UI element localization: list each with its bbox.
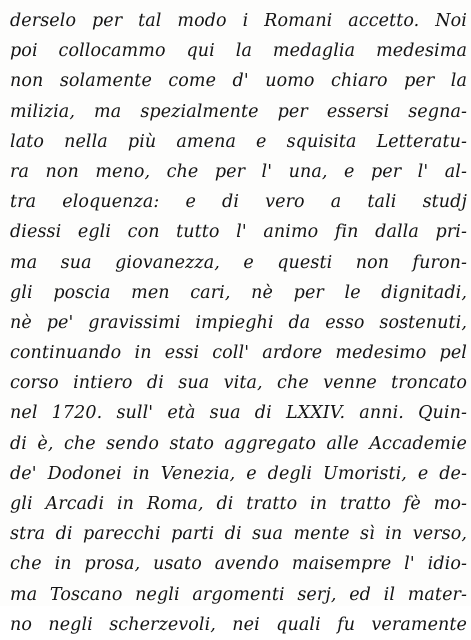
text-line-18: stra di parecchi parti di sua mente sì in verso, [10,524,467,545]
text-line-14: nel 1720. sull' età sua di LXXIV. anni. Quin- [10,403,467,424]
text-line-16: de' Dodonei in Venezia, e degli Umoristi, e de- [10,463,467,484]
text-line-9: ma sua giovanezza, e questi non furon- [10,252,467,273]
text-line-10: gli poscia men cari, nè per le dignitadi, [10,282,467,303]
text-line-12: continuando in essi coll' ardore medesimo pel [10,343,467,364]
text-line-17: gli Arcadi in Roma, di tratto in tratto fè mo- [10,494,467,514]
text-line-7: tra eloquenza: e di vero a tali studj [10,192,467,213]
text-line-8: diessi egli con tutto l' animo fin dalla pri- [10,222,467,243]
text-line-15: di è, che sendo stato aggregato alle Accademie [10,433,467,454]
text-line-11: nè pe' gravissimi impieghi da esso sostenuti, [10,312,467,333]
text-line-3: non solamente come d' uomo chiaro per la [10,71,467,92]
text-line-1: derselo per tal modo i Romani accetto. Noi [10,11,467,31]
text-line-5: lato nella più amena e squisita Letteratu- [10,131,467,152]
text-line-21: no negli scherzevoli, nei quali fu veramente [10,614,467,635]
text-line-2: poi collocammo qui la medaglia medesima [10,41,467,62]
text-line-4: milizia, ma spezialmente per essersi segna- [10,101,467,122]
text-line-13: corso intiero di sua vita, che venne troncato [10,373,467,394]
text-line-20: ma Toscano negli argomenti serj, ed il mater- [10,584,467,605]
text-line-19: che in prosa, usato avendo maisempre l' idio- [10,554,467,575]
text-line-6: ra non meno, che per l' una, e per l' al- [10,161,467,182]
body-text [10,6,467,640]
